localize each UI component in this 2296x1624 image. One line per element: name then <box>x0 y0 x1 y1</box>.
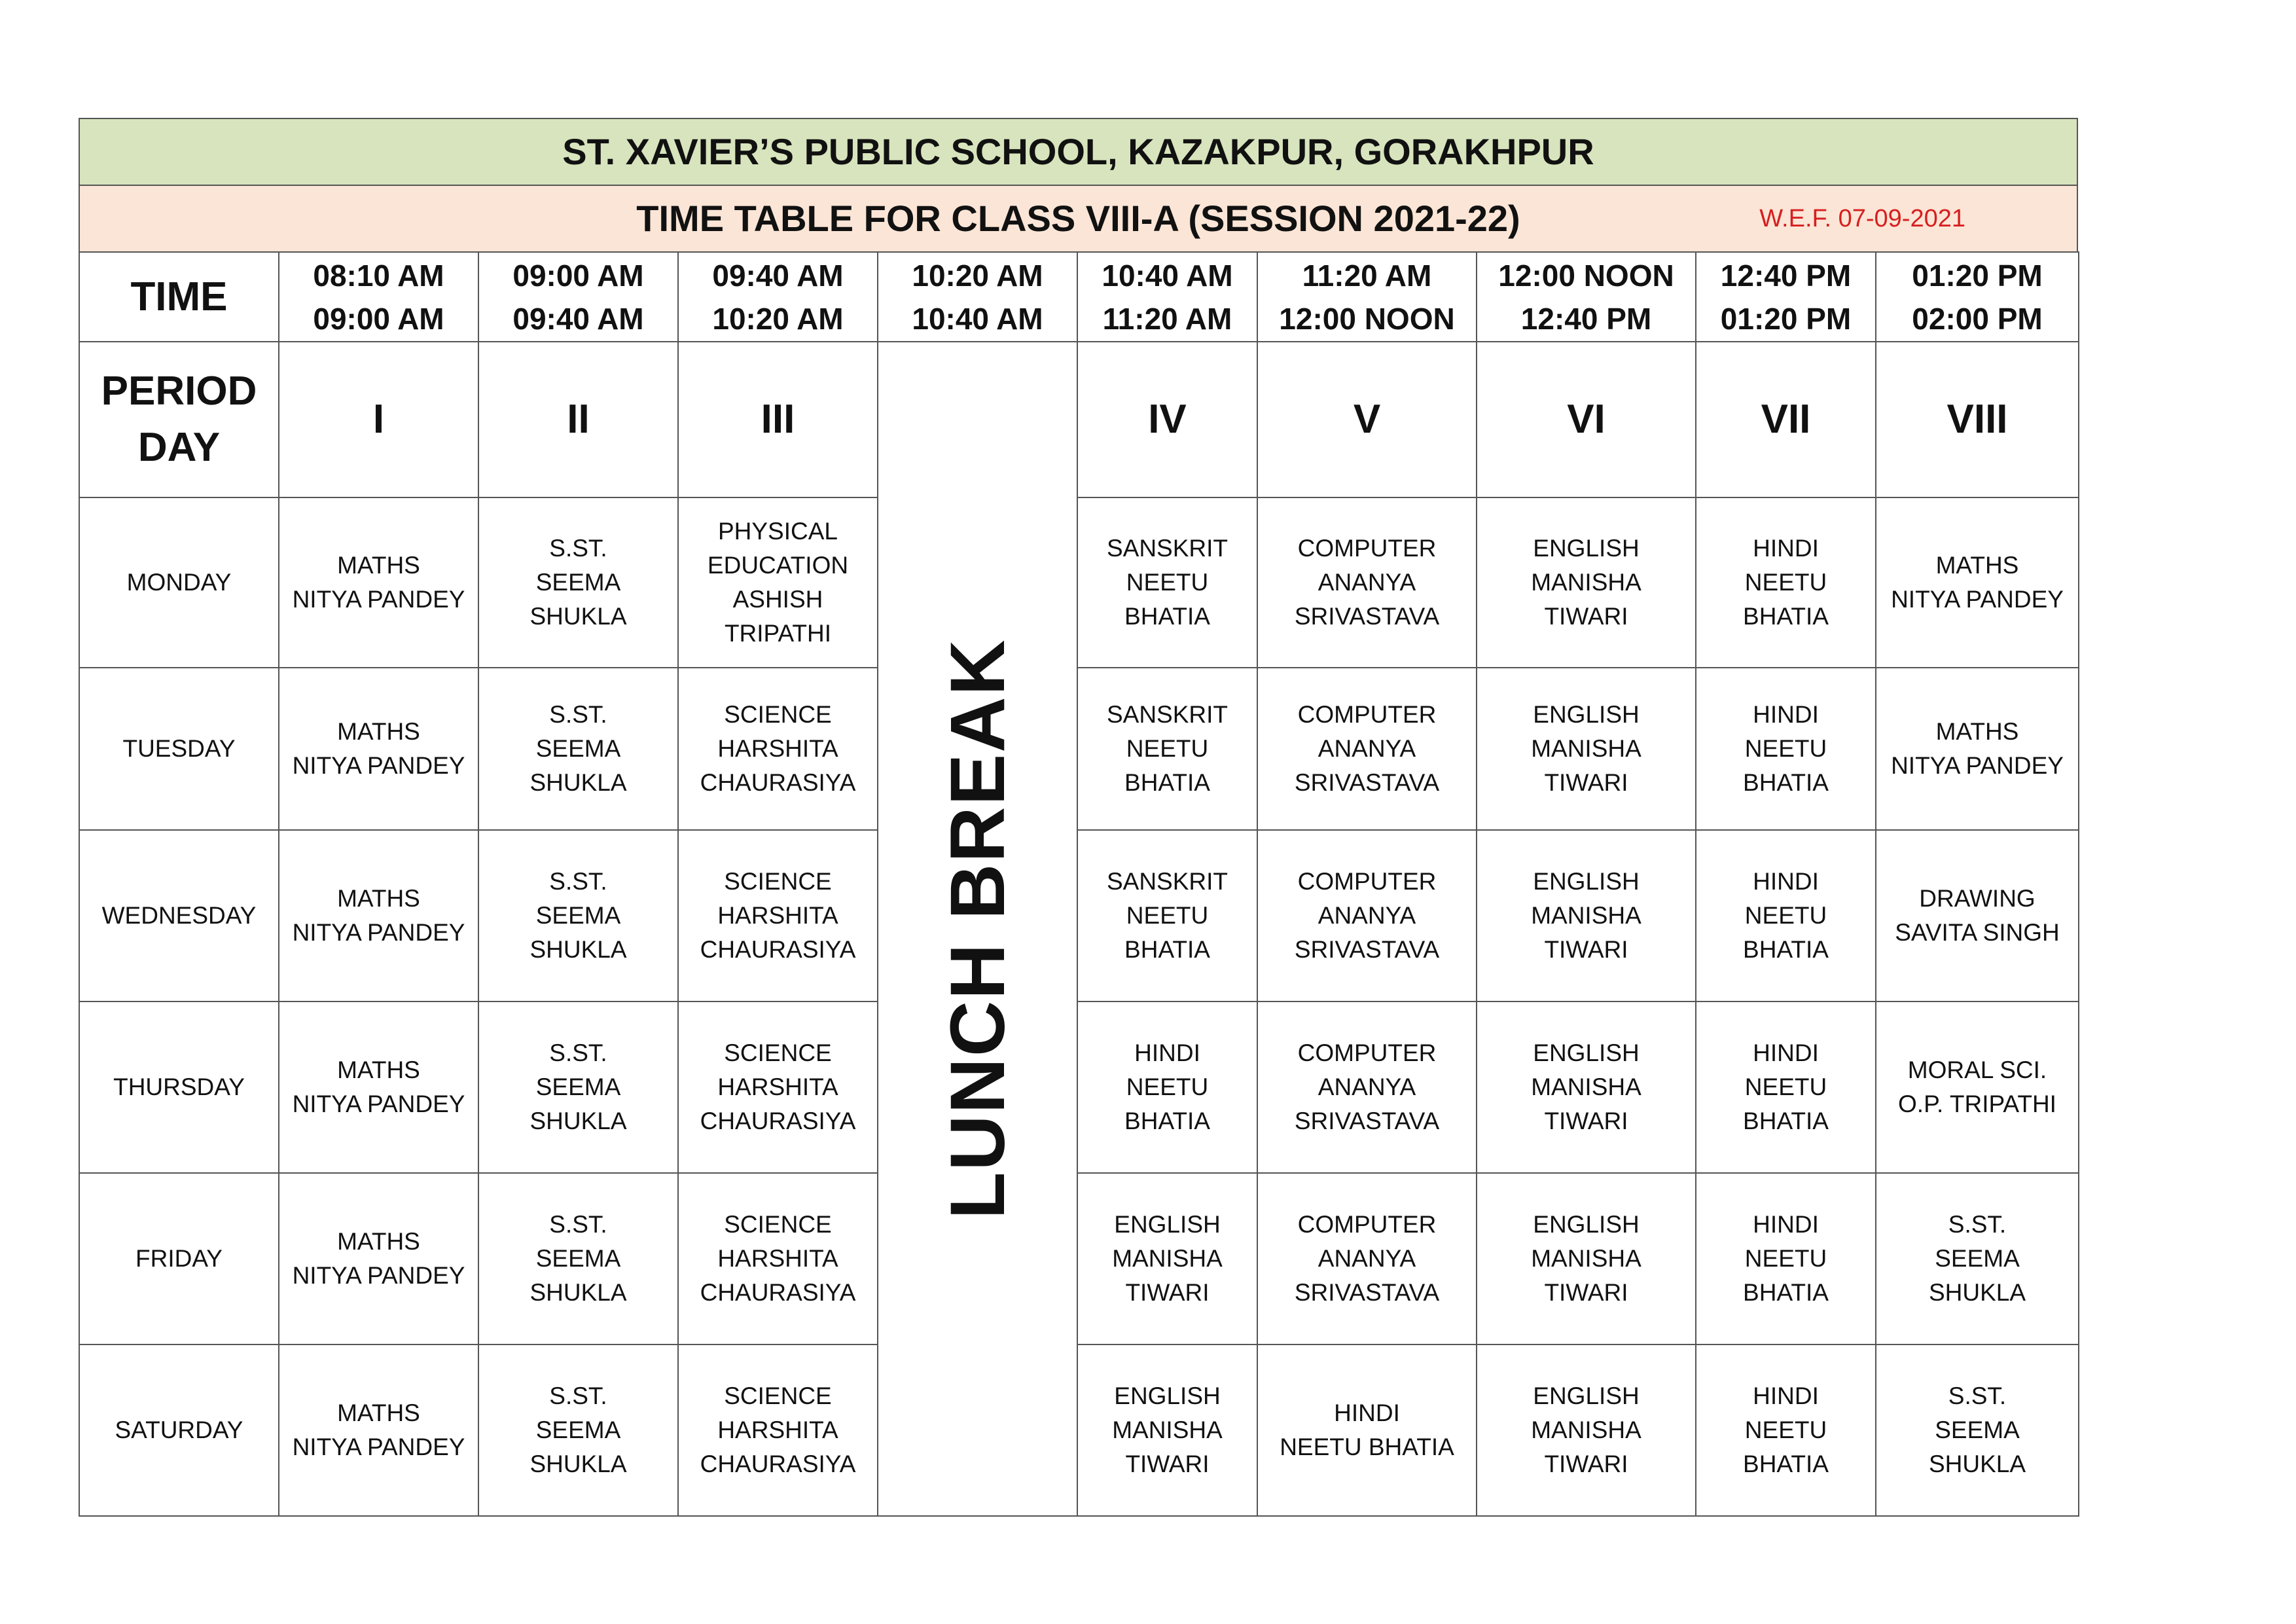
teacher-name: HARSHITA <box>717 1074 838 1100</box>
class-cell <box>478 1001 678 1173</box>
teacher-name: NITYA PANDEY <box>292 919 465 946</box>
day-row <box>79 1001 2079 1173</box>
subject-name: HINDI <box>1753 535 1819 562</box>
teacher-name: SAVITA SINGH <box>1895 919 2060 946</box>
teacher-name: NEETU <box>1126 569 1209 596</box>
class-cell <box>1696 668 1876 830</box>
teacher-name: TRIPATHI <box>724 620 832 647</box>
subject-name: MATHS <box>337 885 420 912</box>
class-cell <box>1477 830 1696 1001</box>
teacher-name: NEETU <box>1744 569 1827 596</box>
teacher-name: SHUKLA <box>529 769 627 796</box>
time-label: TIME <box>130 274 228 319</box>
class-cell <box>279 1344 478 1516</box>
teacher-name: SEEMA <box>535 1416 621 1443</box>
teacher-name: TIWARI <box>1544 936 1628 963</box>
teacher-name: BHATIA <box>1743 1279 1829 1306</box>
teacher-name: TIWARI <box>1544 1279 1628 1306</box>
timetable-sheet <box>79 118 2078 1517</box>
teacher-name: SHUKLA <box>529 1451 627 1477</box>
teacher-name: MANISHA <box>1112 1245 1223 1272</box>
teacher-name: MANISHA <box>1112 1416 1223 1443</box>
teacher-name: BHATIA <box>1124 603 1210 630</box>
teacher-name: SRIVASTAVA <box>1294 1279 1440 1306</box>
teacher-name: CHAURASIYA <box>700 1451 856 1477</box>
subject-name: MATHS <box>337 1399 420 1426</box>
teacher-name: NITYA PANDEY <box>292 752 465 779</box>
day-name: THURSDAY <box>113 1074 245 1100</box>
title-banner <box>79 185 2078 251</box>
class-cell <box>1477 1173 1696 1344</box>
day-name-cell <box>79 1344 279 1516</box>
teacher-name: SHUKLA <box>529 603 627 630</box>
teacher-name: SHUKLA <box>529 936 627 963</box>
teacher-name: SRIVASTAVA <box>1294 603 1440 630</box>
class-cell <box>678 1001 878 1173</box>
teacher-name: CHAURASIYA <box>700 1108 856 1134</box>
day-name-cell <box>79 1173 279 1344</box>
slot-start-time: 11:20 AM <box>1302 258 1432 293</box>
teacher-name: TIWARI <box>1544 769 1628 796</box>
class-cell <box>1077 830 1257 1001</box>
period-number <box>1477 342 1696 497</box>
teacher-name: HARSHITA <box>717 1416 838 1443</box>
class-cell <box>1257 497 1477 668</box>
subject-name: MATHS <box>337 1228 420 1255</box>
subject-name: COMPUTER <box>1297 535 1437 562</box>
subject-name: ENGLISH <box>1533 701 1640 728</box>
class-cell <box>279 830 478 1001</box>
teacher-name: ANANYA <box>1318 1074 1416 1100</box>
slot-end-time: 02:00 PM <box>1912 301 2043 336</box>
class-cell <box>478 1344 678 1516</box>
teacher-name: NEETU <box>1126 735 1209 762</box>
day-name-cell <box>79 668 279 830</box>
slot-start-time: 10:20 AM <box>912 258 1043 293</box>
subject-name: HINDI <box>1753 868 1819 895</box>
subject-name: HINDI <box>1753 1211 1819 1238</box>
class-cell <box>1477 1001 1696 1173</box>
slot-end-time: 09:00 AM <box>313 301 444 336</box>
class-cell <box>678 1173 878 1344</box>
class-cell <box>1257 1173 1477 1344</box>
subject-name: SANSKRIT <box>1106 701 1229 728</box>
class-cell <box>678 668 878 830</box>
day-row <box>79 497 2079 668</box>
subject-name: MATHS <box>337 718 420 745</box>
timetable-title: TIME TABLE FOR CLASS VIII-A (SESSION 2021-22) <box>636 198 1520 239</box>
day-row <box>79 830 2079 1001</box>
teacher-name: NITYA PANDEY <box>292 1091 465 1117</box>
teacher-name: SHUKLA <box>1928 1279 2026 1306</box>
period-number <box>1257 342 1477 497</box>
class-cell <box>1876 497 2079 668</box>
lunch-break-cell <box>878 342 1077 1516</box>
subject-name: ENGLISH <box>1533 1211 1640 1238</box>
time-slot <box>1477 252 1696 342</box>
day-name-cell <box>79 1001 279 1173</box>
teacher-name: NEETU <box>1744 735 1827 762</box>
class-cell <box>478 1173 678 1344</box>
period-label: V <box>1353 397 1381 442</box>
teacher-name: TIWARI <box>1544 1108 1628 1134</box>
slot-end-time: 10:40 AM <box>912 301 1043 336</box>
teacher-name: ANANYA <box>1318 569 1416 596</box>
time-slot <box>1696 252 1876 342</box>
class-cell <box>1257 1001 1477 1173</box>
school-name: ST. XAVIER’S PUBLIC SCHOOL, KAZAKPUR, GORAKHPUR <box>562 131 1594 172</box>
class-cell <box>478 497 678 668</box>
time-slot <box>1077 252 1257 342</box>
teacher-name: SEEMA <box>535 569 621 596</box>
teacher-name: MANISHA <box>1531 1416 1641 1443</box>
class-cell <box>1477 668 1696 830</box>
timetable-grid <box>79 251 2079 1517</box>
period-day-header <box>79 342 279 497</box>
subject-name: S.ST. <box>549 868 607 895</box>
class-cell <box>478 830 678 1001</box>
teacher-name: MANISHA <box>1531 902 1641 929</box>
class-cell <box>1696 830 1876 1001</box>
subject-name: SCIENCE <box>724 701 832 728</box>
class-cell <box>1876 1001 2079 1173</box>
period-number <box>1077 342 1257 497</box>
teacher-name: BHATIA <box>1743 769 1829 796</box>
period-day-label: DAY <box>137 425 221 470</box>
teacher-name: NEETU <box>1744 902 1827 929</box>
teacher-name: HARSHITA <box>717 735 838 762</box>
class-cell <box>1077 497 1257 668</box>
slot-start-time: 09:00 AM <box>512 258 644 293</box>
day-name-cell <box>79 830 279 1001</box>
slot-end-time: 01:20 PM <box>1720 301 1852 336</box>
class-cell <box>1696 1001 1876 1173</box>
subject-name: SANSKRIT <box>1106 535 1229 562</box>
teacher-name: MANISHA <box>1531 1245 1641 1272</box>
period-label: II <box>567 397 590 442</box>
class-cell <box>1876 830 2079 1001</box>
teacher-name: SHUKLA <box>1928 1451 2026 1477</box>
period-number <box>1696 342 1876 497</box>
teacher-name: TIWARI <box>1125 1279 1210 1306</box>
teacher-name: EDUCATION <box>707 552 849 579</box>
teacher-name: CHAURASIYA <box>700 769 856 796</box>
period-label: VI <box>1567 397 1605 442</box>
class-cell <box>478 668 678 830</box>
subject-name: S.ST. <box>1948 1382 2007 1409</box>
class-cell <box>1077 668 1257 830</box>
period-number <box>1876 342 2079 497</box>
slot-start-time: 08:10 AM <box>313 258 444 293</box>
class-cell <box>279 1001 478 1173</box>
class-cell <box>1077 1173 1257 1344</box>
subject-name: SCIENCE <box>724 868 832 895</box>
class-cell <box>1696 497 1876 668</box>
slot-start-time: 09:40 AM <box>712 258 844 293</box>
period-number <box>478 342 678 497</box>
day-name: FRIDAY <box>135 1245 223 1272</box>
day-row <box>79 668 2079 830</box>
teacher-name: SEEMA <box>535 1074 621 1100</box>
day-name-cell <box>79 497 279 668</box>
class-cell <box>1876 1173 2079 1344</box>
teacher-name: NEETU <box>1744 1416 1827 1443</box>
subject-name: ENGLISH <box>1533 1382 1640 1409</box>
class-cell <box>1257 1344 1477 1516</box>
class-cell <box>1077 1001 1257 1173</box>
day-name: MONDAY <box>126 569 232 596</box>
subject-name: SANSKRIT <box>1106 868 1229 895</box>
class-cell <box>1257 830 1477 1001</box>
teacher-name: NITYA PANDEY <box>1891 752 2064 779</box>
subject-name: MATHS <box>337 1056 420 1083</box>
teacher-name: BHATIA <box>1743 1108 1829 1134</box>
class-cell <box>678 830 878 1001</box>
day-name: TUESDAY <box>122 735 236 762</box>
subject-name: S.ST. <box>549 701 607 728</box>
day-name: SATURDAY <box>115 1416 243 1443</box>
period-row <box>79 342 2079 497</box>
period-number <box>279 342 478 497</box>
teacher-name: BHATIA <box>1743 603 1829 630</box>
subject-name: HINDI <box>1334 1399 1400 1426</box>
class-cell <box>279 1173 478 1344</box>
day-name: WEDNESDAY <box>101 902 257 929</box>
teacher-name: SEEMA <box>535 902 621 929</box>
subject-name: MATHS <box>1935 552 2019 579</box>
teacher-name: CHAURASIYA <box>700 936 856 963</box>
teacher-name: NEETU BHATIA <box>1280 1434 1454 1460</box>
time-slot <box>478 252 678 342</box>
teacher-name: SRIVASTAVA <box>1294 1108 1440 1134</box>
subject-name: DRAWING <box>1919 885 2036 912</box>
subject-name: COMPUTER <box>1297 1211 1437 1238</box>
subject-name: S.ST. <box>549 1382 607 1409</box>
teacher-name: HARSHITA <box>717 902 838 929</box>
teacher-name: NITYA PANDEY <box>292 1434 465 1460</box>
class-cell <box>1477 1344 1696 1516</box>
teacher-name: NITYA PANDEY <box>292 1262 465 1289</box>
subject-name: S.ST. <box>549 1211 607 1238</box>
teacher-name: ANANYA <box>1318 902 1416 929</box>
day-row <box>79 1173 2079 1344</box>
school-name-banner <box>79 118 2078 185</box>
teacher-name: NEETU <box>1744 1245 1827 1272</box>
period-label: VII <box>1761 397 1811 442</box>
time-slot <box>678 252 878 342</box>
time-slot <box>279 252 478 342</box>
slot-start-time: 12:00 NOON <box>1498 258 1674 293</box>
teacher-name: SEEMA <box>1935 1245 2020 1272</box>
subject-name: ENGLISH <box>1533 535 1640 562</box>
slot-end-time: 12:00 NOON <box>1279 301 1455 336</box>
teacher-name: NITYA PANDEY <box>292 586 465 613</box>
subject-name: SCIENCE <box>724 1382 832 1409</box>
wef-date: W.E.F. 07-09-2021 <box>1759 205 1965 232</box>
teacher-name: NEETU <box>1744 1074 1827 1100</box>
subject-name: ENGLISH <box>1114 1382 1221 1409</box>
teacher-name: MANISHA <box>1531 1074 1641 1100</box>
subject-name: SCIENCE <box>724 1211 832 1238</box>
time-slot <box>1257 252 1477 342</box>
teacher-name: TIWARI <box>1544 1451 1628 1477</box>
teacher-name: SEEMA <box>1935 1416 2020 1443</box>
teacher-name: SEEMA <box>535 1245 621 1272</box>
teacher-name: MANISHA <box>1531 735 1641 762</box>
period-label: I <box>372 397 385 442</box>
subject-name: S.ST. <box>1948 1211 2007 1238</box>
teacher-name: SRIVASTAVA <box>1294 936 1440 963</box>
class-cell <box>1696 1344 1876 1516</box>
slot-start-time: 12:40 PM <box>1720 258 1852 293</box>
teacher-name: NEETU <box>1126 902 1209 929</box>
teacher-name: TIWARI <box>1125 1451 1210 1477</box>
class-cell <box>1876 668 2079 830</box>
time-header <box>79 252 279 342</box>
slot-end-time: 11:20 AM <box>1102 301 1232 336</box>
subject-name: HINDI <box>1753 1039 1819 1066</box>
slot-end-time: 10:20 AM <box>712 301 844 336</box>
subject-name: S.ST. <box>549 1039 607 1066</box>
class-cell <box>1696 1173 1876 1344</box>
teacher-name: ANANYA <box>1318 1245 1416 1272</box>
subject-name: MATHS <box>337 552 420 579</box>
subject-name: MORAL SCI. <box>1907 1056 2047 1083</box>
period-label: VIII <box>1946 397 2008 442</box>
teacher-name: ANANYA <box>1318 735 1416 762</box>
subject-name: ENGLISH <box>1533 868 1640 895</box>
slot-start-time: 10:40 AM <box>1102 258 1233 293</box>
teacher-name: SEEMA <box>535 735 621 762</box>
subject-name: HINDI <box>1134 1039 1200 1066</box>
class-cell <box>678 1344 878 1516</box>
slot-end-time: 12:40 PM <box>1520 301 1652 336</box>
teacher-name: SHUKLA <box>529 1279 627 1306</box>
class-cell <box>1477 497 1696 668</box>
time-slot <box>878 252 1077 342</box>
class-cell <box>279 497 478 668</box>
teacher-name: NEETU <box>1126 1074 1209 1100</box>
teacher-name: O.P. TRIPATHI <box>1898 1091 2056 1117</box>
class-cell <box>1077 1344 1257 1516</box>
slot-start-time: 01:20 PM <box>1912 258 2043 293</box>
subject-name: HINDI <box>1753 1382 1819 1409</box>
teacher-name: ASHISH <box>732 586 823 613</box>
period-label: III <box>761 397 795 442</box>
lunch-break-label: LUNCH BREAK <box>934 638 1021 1219</box>
class-cell <box>1876 1344 2079 1516</box>
subject-name: COMPUTER <box>1297 868 1437 895</box>
teacher-name: BHATIA <box>1124 769 1210 796</box>
time-slot <box>1876 252 2079 342</box>
subject-name: HINDI <box>1753 701 1819 728</box>
subject-name: COMPUTER <box>1297 1039 1437 1066</box>
teacher-name: HARSHITA <box>717 1245 838 1272</box>
subject-name: ENGLISH <box>1533 1039 1640 1066</box>
class-cell <box>279 668 478 830</box>
class-cell <box>678 497 878 668</box>
day-row <box>79 1344 2079 1516</box>
teacher-name: BHATIA <box>1743 936 1829 963</box>
teacher-name: NITYA PANDEY <box>1891 586 2064 613</box>
slot-end-time: 09:40 AM <box>512 301 644 336</box>
teacher-name: TIWARI <box>1544 603 1628 630</box>
time-row <box>79 252 2079 342</box>
class-cell <box>1257 668 1477 830</box>
teacher-name: SRIVASTAVA <box>1294 769 1440 796</box>
subject-name: S.ST. <box>549 535 607 562</box>
subject-name: ENGLISH <box>1114 1211 1221 1238</box>
teacher-name: CHAURASIYA <box>700 1279 856 1306</box>
period-number <box>678 342 878 497</box>
subject-name: MATHS <box>1935 718 2019 745</box>
teacher-name: BHATIA <box>1124 936 1210 963</box>
period-label: IV <box>1148 397 1187 442</box>
teacher-name: MANISHA <box>1531 569 1641 596</box>
subject-name: PHYSICAL <box>717 518 838 545</box>
teacher-name: BHATIA <box>1124 1108 1210 1134</box>
period-day-label: PERIOD <box>101 369 257 414</box>
teacher-name: BHATIA <box>1743 1451 1829 1477</box>
subject-name: SCIENCE <box>724 1039 832 1066</box>
subject-name: COMPUTER <box>1297 701 1437 728</box>
teacher-name: SHUKLA <box>529 1108 627 1134</box>
